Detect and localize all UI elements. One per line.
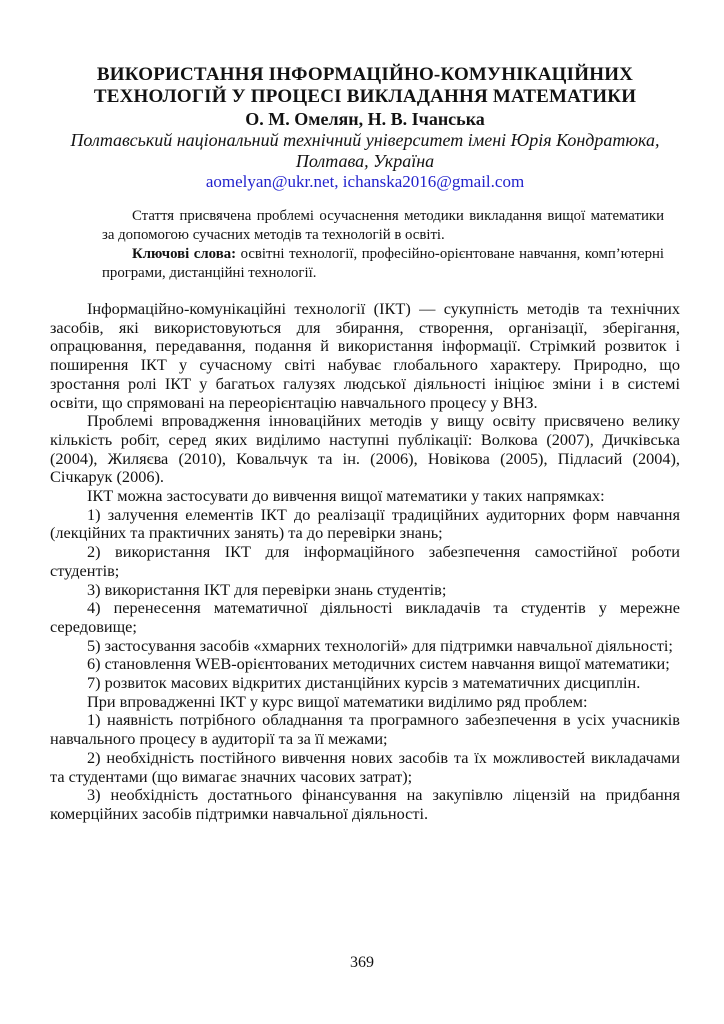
- article-title-line-2: ТЕХНОЛОГІЙ У ПРОЦЕСІ ВИКЛАДАННЯ МАТЕМАТИКИ: [93, 86, 637, 107]
- body-paragraph: 2) використання ІКТ для інформаційного забезпечення самостійної роботи студентів;: [50, 542, 680, 580]
- body-paragraph: 3) необхідність достатнього фінансування на закупівлю ліцензій на придбання комерційних засобів підтримки навчальної діяльності.: [50, 785, 680, 823]
- page-number: 369: [350, 954, 374, 971]
- keywords-paragraph: [102, 245, 664, 283]
- keywords-text: освітні технології, професійно-орієнтоване навчання, комп’ютерні програми, дистанційні технології.: [102, 246, 664, 281]
- article-authors: О. М. Омелян, Н. В. Ічанська: [245, 109, 485, 129]
- body-paragraph: ІКТ можна застосувати до вивчення вищої математики у таких напрямках:: [87, 486, 605, 506]
- abstract-text: Стаття присвячена проблемі осучаснення методики викладання вищої математики за допомогою сучасних методів та технологій в освіті.: [102, 208, 664, 243]
- body-paragraph: 7) розвиток масових відкритих дистанційних курсів з математичних дисциплін.: [87, 673, 641, 693]
- article-title-line-1: ВИКОРИСТАННЯ ІНФОРМАЦІЙНО-КОМУНІКАЦІЙНИХ: [96, 64, 634, 85]
- body-paragraph: Інформаційно-комунікаційні технології (ІКТ) — сукупність методів та технічних засобів, які використовуються для збирання, створення, організації, зберігання, опрацювання, передавання, подання й використання інформації. Стрімкий розвиток і поширення ІКТ у сучасному світі набуває глобального характеру. Природно, що зростання ролі ІКТ у багатьох галузях людської діяльності ініціює зміни і в системі освіти, що спрямовані на переорієнтацію навчального процесу у ВНЗ.: [50, 299, 680, 412]
- body-paragraph: 6) становлення WEB-орієнтованих методичних систем навчання вищої математики;: [87, 654, 670, 674]
- article-emails: [50, 172, 680, 192]
- article-body: [50, 300, 680, 824]
- email-separator: ,: [334, 172, 343, 191]
- abstract-block: [102, 207, 664, 283]
- email-link-1[interactable]: aomelyan@ukr.net: [205, 172, 335, 191]
- article-title: [50, 64, 680, 108]
- email-link-2[interactable]: ichanska2016@gmail.com: [342, 172, 525, 191]
- body-paragraph: 4) перенесення математичної діяльності викладачів та студентів у мережне середовище;: [50, 598, 680, 636]
- body-paragraph: 5) застосування засобів «хмарних технологій» для підтримки навчальної діяльності;: [87, 635, 673, 655]
- body-paragraph: Проблемі впровадження інноваційних методів у вищу освіту присвячено велику кількість робіт, серед яких виділимо наступні публікації: Волкова (2007), Дичківська (2004), Жиляєва (2010), Ковальчук та ін. (2006), Новікова (2005), Підласий (2004), Січкарук (2006).: [50, 411, 680, 487]
- keywords-label: Ключові слова:: [132, 246, 237, 262]
- body-paragraph: При впровадженні ІКТ у курс вищої математики виділимо ряд проблем:: [87, 691, 588, 711]
- article-affiliation: Полтавський національний технічний університет імені Юрія Кондратюка, Полтава, Україна: [70, 130, 660, 171]
- body-paragraph: 1) наявність потрібного обладнання та програмного забезпечення в усіх учасників навчального процесу в аудиторії та за її межами;: [50, 710, 680, 749]
- body-paragraph: 2) необхідність постійного вивчення нових засобів та їх можливостей викладачами та студентами (що вимагає значних часових затрат);: [50, 747, 680, 786]
- body-paragraph: 3) використання ІКТ для перевірки знань студентів;: [87, 579, 447, 599]
- body-paragraph: 1) залучення елементів ІКТ до реалізації традиційних аудиторних форм навчання (лекційних та практичних занять) та до перевірки знань;: [50, 504, 680, 543]
